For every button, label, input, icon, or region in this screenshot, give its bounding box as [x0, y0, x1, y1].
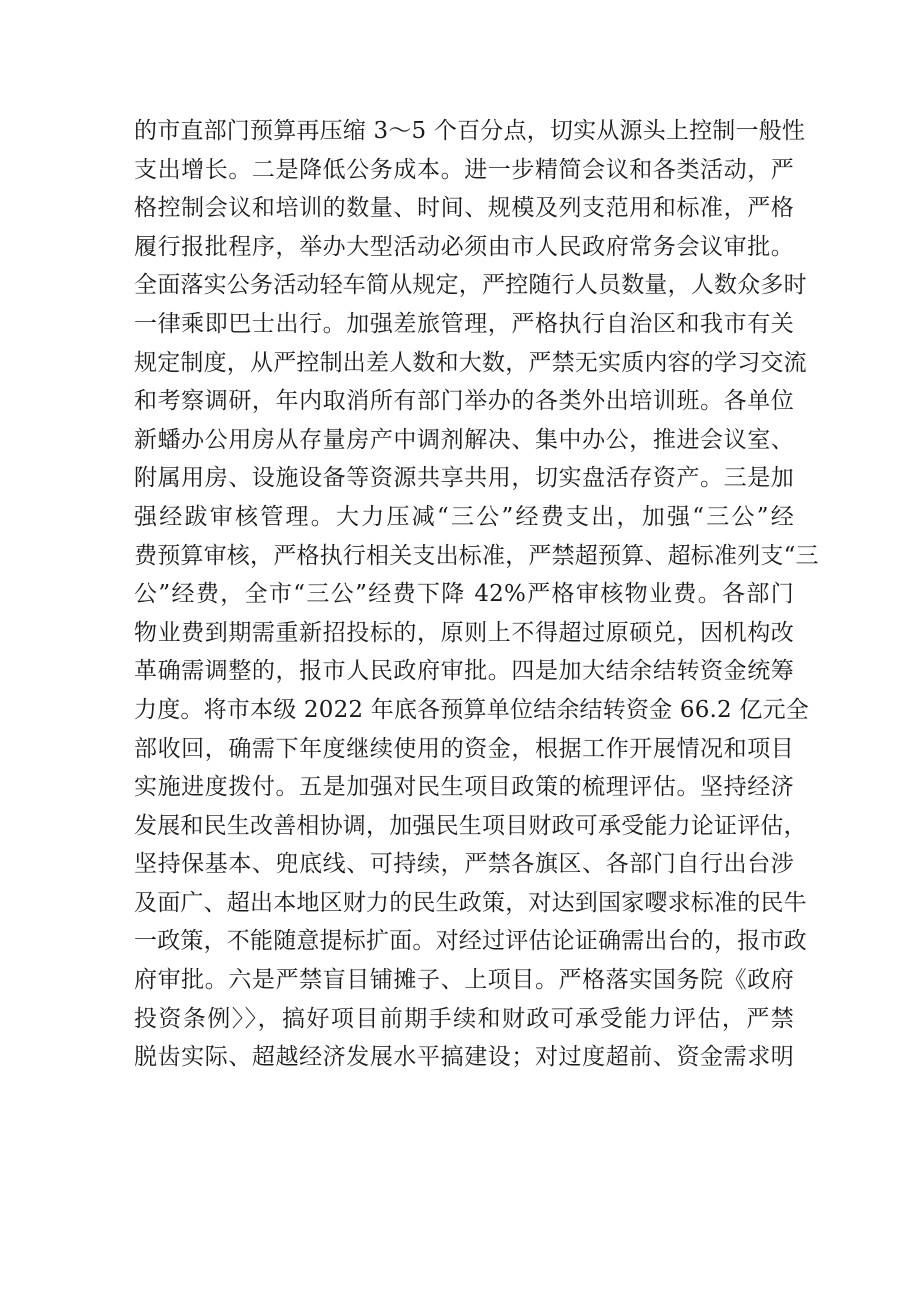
text-line: 力度。将市本级 2022 年底各预算单位结余结转资金 66.2 亿元全	[134, 696, 809, 723]
text-line: 部收回，确需下年度继续使用的资金，根据工作开展情况和项目	[134, 735, 794, 762]
text-line: 脱齿实际、超越经济发展水平搞建设；对过度超前、资金需求明	[134, 1044, 794, 1071]
text-line: 全面落实公务活动轻车简从规定，严控随行人员数量，人数众多时	[134, 272, 807, 299]
text-line: 及面广、超出本地区财力的民生政策，对达到国家嘤求标准的民牛	[134, 889, 807, 916]
text-line: 革确需调整的，报市人民政府审批。四是加大结余结转资金统筹	[134, 658, 794, 685]
text-line: 府审批。六是严禁盲目铺摊子、上项目。严格落实国务院《政府	[134, 967, 794, 994]
body-text	[134, 112, 819, 1077]
text-line: 一律乘即巴士出行。加强差旅管理，严格执行自治区和我市有关	[134, 310, 794, 337]
text-line: 坚持保基本、兜底线、可持续，严禁各旗区、各部门自行出台涉	[134, 851, 794, 878]
text-line: 公”经费，全市“三公”经费下降 42%严格审核物业费。各部门	[134, 581, 794, 608]
text-line: 费预算审核，严格执行相关支出标准，严禁超预算、超标准列支“三	[134, 542, 819, 569]
text-line: 物业费到期需重新招投标的，原则上不得超过原硕兑，因机构改	[134, 619, 794, 646]
text-line: 一政策，不能随意提标扩面。对经过评估论证确需出台的，报市政	[134, 928, 807, 955]
text-line: 发展和民生改善相协调，加强民生项目财政可承受能力论证评估，	[134, 812, 807, 839]
text-line: 强经跋审核管理。大力压减“三公”经费支出，加强“三公”经	[134, 503, 794, 530]
text-line: 格控制会议和培训的数量、时间、规模及列支范用和标准，严格	[134, 195, 794, 222]
text-line: 支出增长。二是降低公务成本。进一步精简会议和各类活动，严	[134, 156, 794, 183]
text-line: 规定制度，从严控制出差人数和大数，严禁无实质内容的学习交流	[134, 349, 807, 376]
text-line: 附属用房、设施设备等资源共享共用，切实盘活存资产。三是加	[134, 465, 794, 492]
text-line: 投资条例〉〉，搞好项目前期手续和财政可承受能力评估，严禁	[134, 1005, 794, 1032]
text-line: 的市直部门预算再压缩 3～5 个百分点，切实从源头上控制一般性	[134, 118, 806, 144]
text-line: 新蟠办公用房从存量房产中调剂解决、集中办公，推进会议室、	[134, 426, 794, 453]
text-line: 履行报批程序，举办大型活动必须由市人民政府常务会议审批。	[134, 233, 794, 260]
text-line: 和考察调研，年内取消所有部门举办的各类外出培训班。各单位	[134, 388, 794, 415]
text-line: 实施进度拨付。五是加强对民生项目政策的梳理评估。坚持经济	[134, 774, 794, 801]
